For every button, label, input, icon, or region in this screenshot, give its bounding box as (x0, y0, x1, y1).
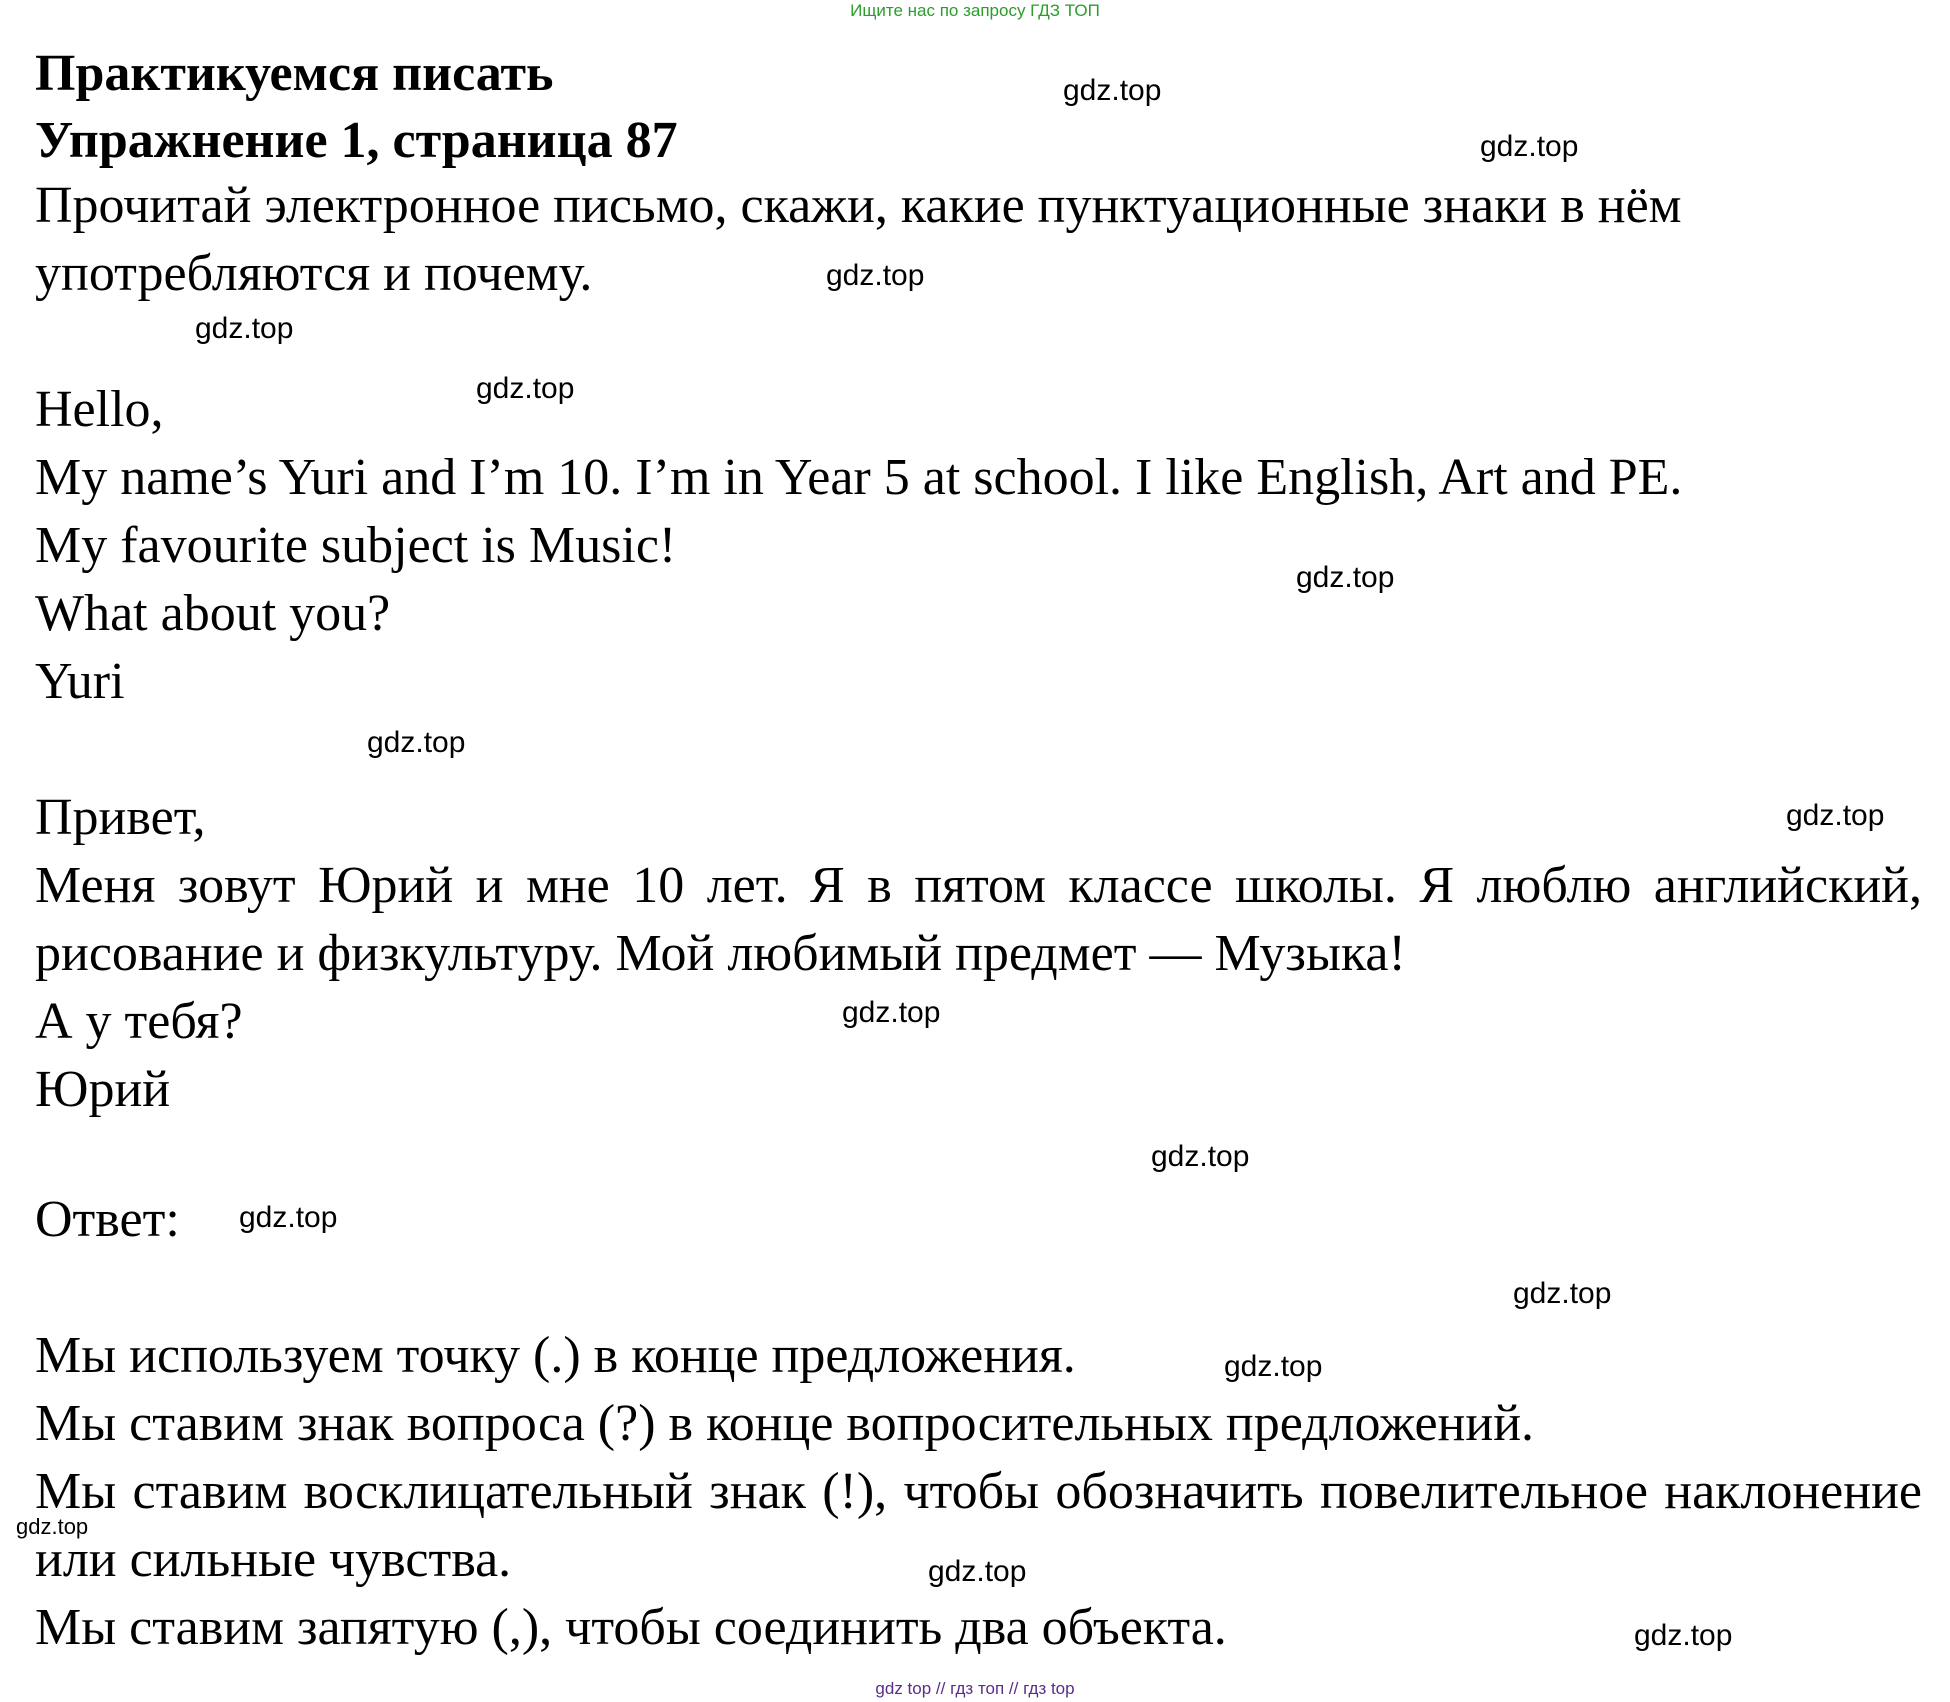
watermark: gdz.top (1480, 130, 1579, 163)
watermark: gdz.top (476, 372, 575, 405)
watermark: gdz.top (1224, 1350, 1323, 1383)
top-banner: Ищите нас по запросу ГДЗ ТОП (850, 1, 1100, 20)
watermark: gdz.top (1634, 1619, 1733, 1652)
footer-watermark: gdz top // гдз топ // гдз top (875, 1679, 1075, 1698)
email-ru-signature: Юрий (35, 1061, 171, 1118)
watermark: gdz.top (16, 1514, 89, 1539)
task-line-2: употребляются и почему. (35, 245, 593, 302)
watermark: gdz.top (1513, 1277, 1612, 1310)
task-line-1: Прочитай электронное письмо, скажи, какие пунктуационные знаки в нём (35, 177, 1682, 234)
answer-line-3: Мы ставим восклицательный знак (!), чтобы обозначить повелительное наклонение или сильные чувства. (35, 1463, 1922, 1588)
answer-line-2: Мы ставим знак вопроса (?) в конце вопросительных предложений. (35, 1395, 1535, 1452)
watermark: gdz.top (1296, 561, 1395, 594)
email-en-line-1: My name’s Yuri and I’m 10. I’m in Year 5 at school. I like English, Art and PE. (35, 449, 1683, 506)
email-en-greeting: Hello, (35, 381, 164, 438)
watermark: gdz.top (1063, 74, 1162, 107)
watermark: gdz.top (195, 312, 294, 345)
email-ru-greeting: Привет, (35, 789, 206, 846)
email-ru-question: А у тебя? (35, 993, 243, 1050)
watermark: gdz.top (1151, 1140, 1250, 1173)
email-en-line-3: What about you? (35, 585, 391, 642)
answer-label: Ответ: (35, 1191, 180, 1248)
email-en-line-2: My favourite subject is Music! (35, 517, 677, 574)
watermark: gdz.top (1786, 799, 1885, 832)
watermark: gdz.top (928, 1555, 1027, 1588)
watermark: gdz.top (826, 259, 925, 292)
answer-line-1: Мы используем точку (.) в конце предложения. (35, 1327, 1076, 1384)
exercise-title: Упражнение 1, страница 87 (35, 112, 678, 169)
watermark: gdz.top (239, 1201, 338, 1234)
email-en-signature: Yuri (35, 653, 125, 710)
email-ru-body: Меня зовут Юрий и мне 10 лет. Я в пятом классе школы. Я люблю английский, рисование и физкультуру. Мой любимый предмет — Музыка! (35, 857, 1922, 982)
watermark: gdz.top (842, 996, 941, 1029)
watermark: gdz.top (367, 726, 466, 759)
answer-line-4: Мы ставим запятую (,), чтобы соединить два объекта. (35, 1599, 1227, 1656)
section-title: Практикуемся писать (35, 45, 554, 102)
